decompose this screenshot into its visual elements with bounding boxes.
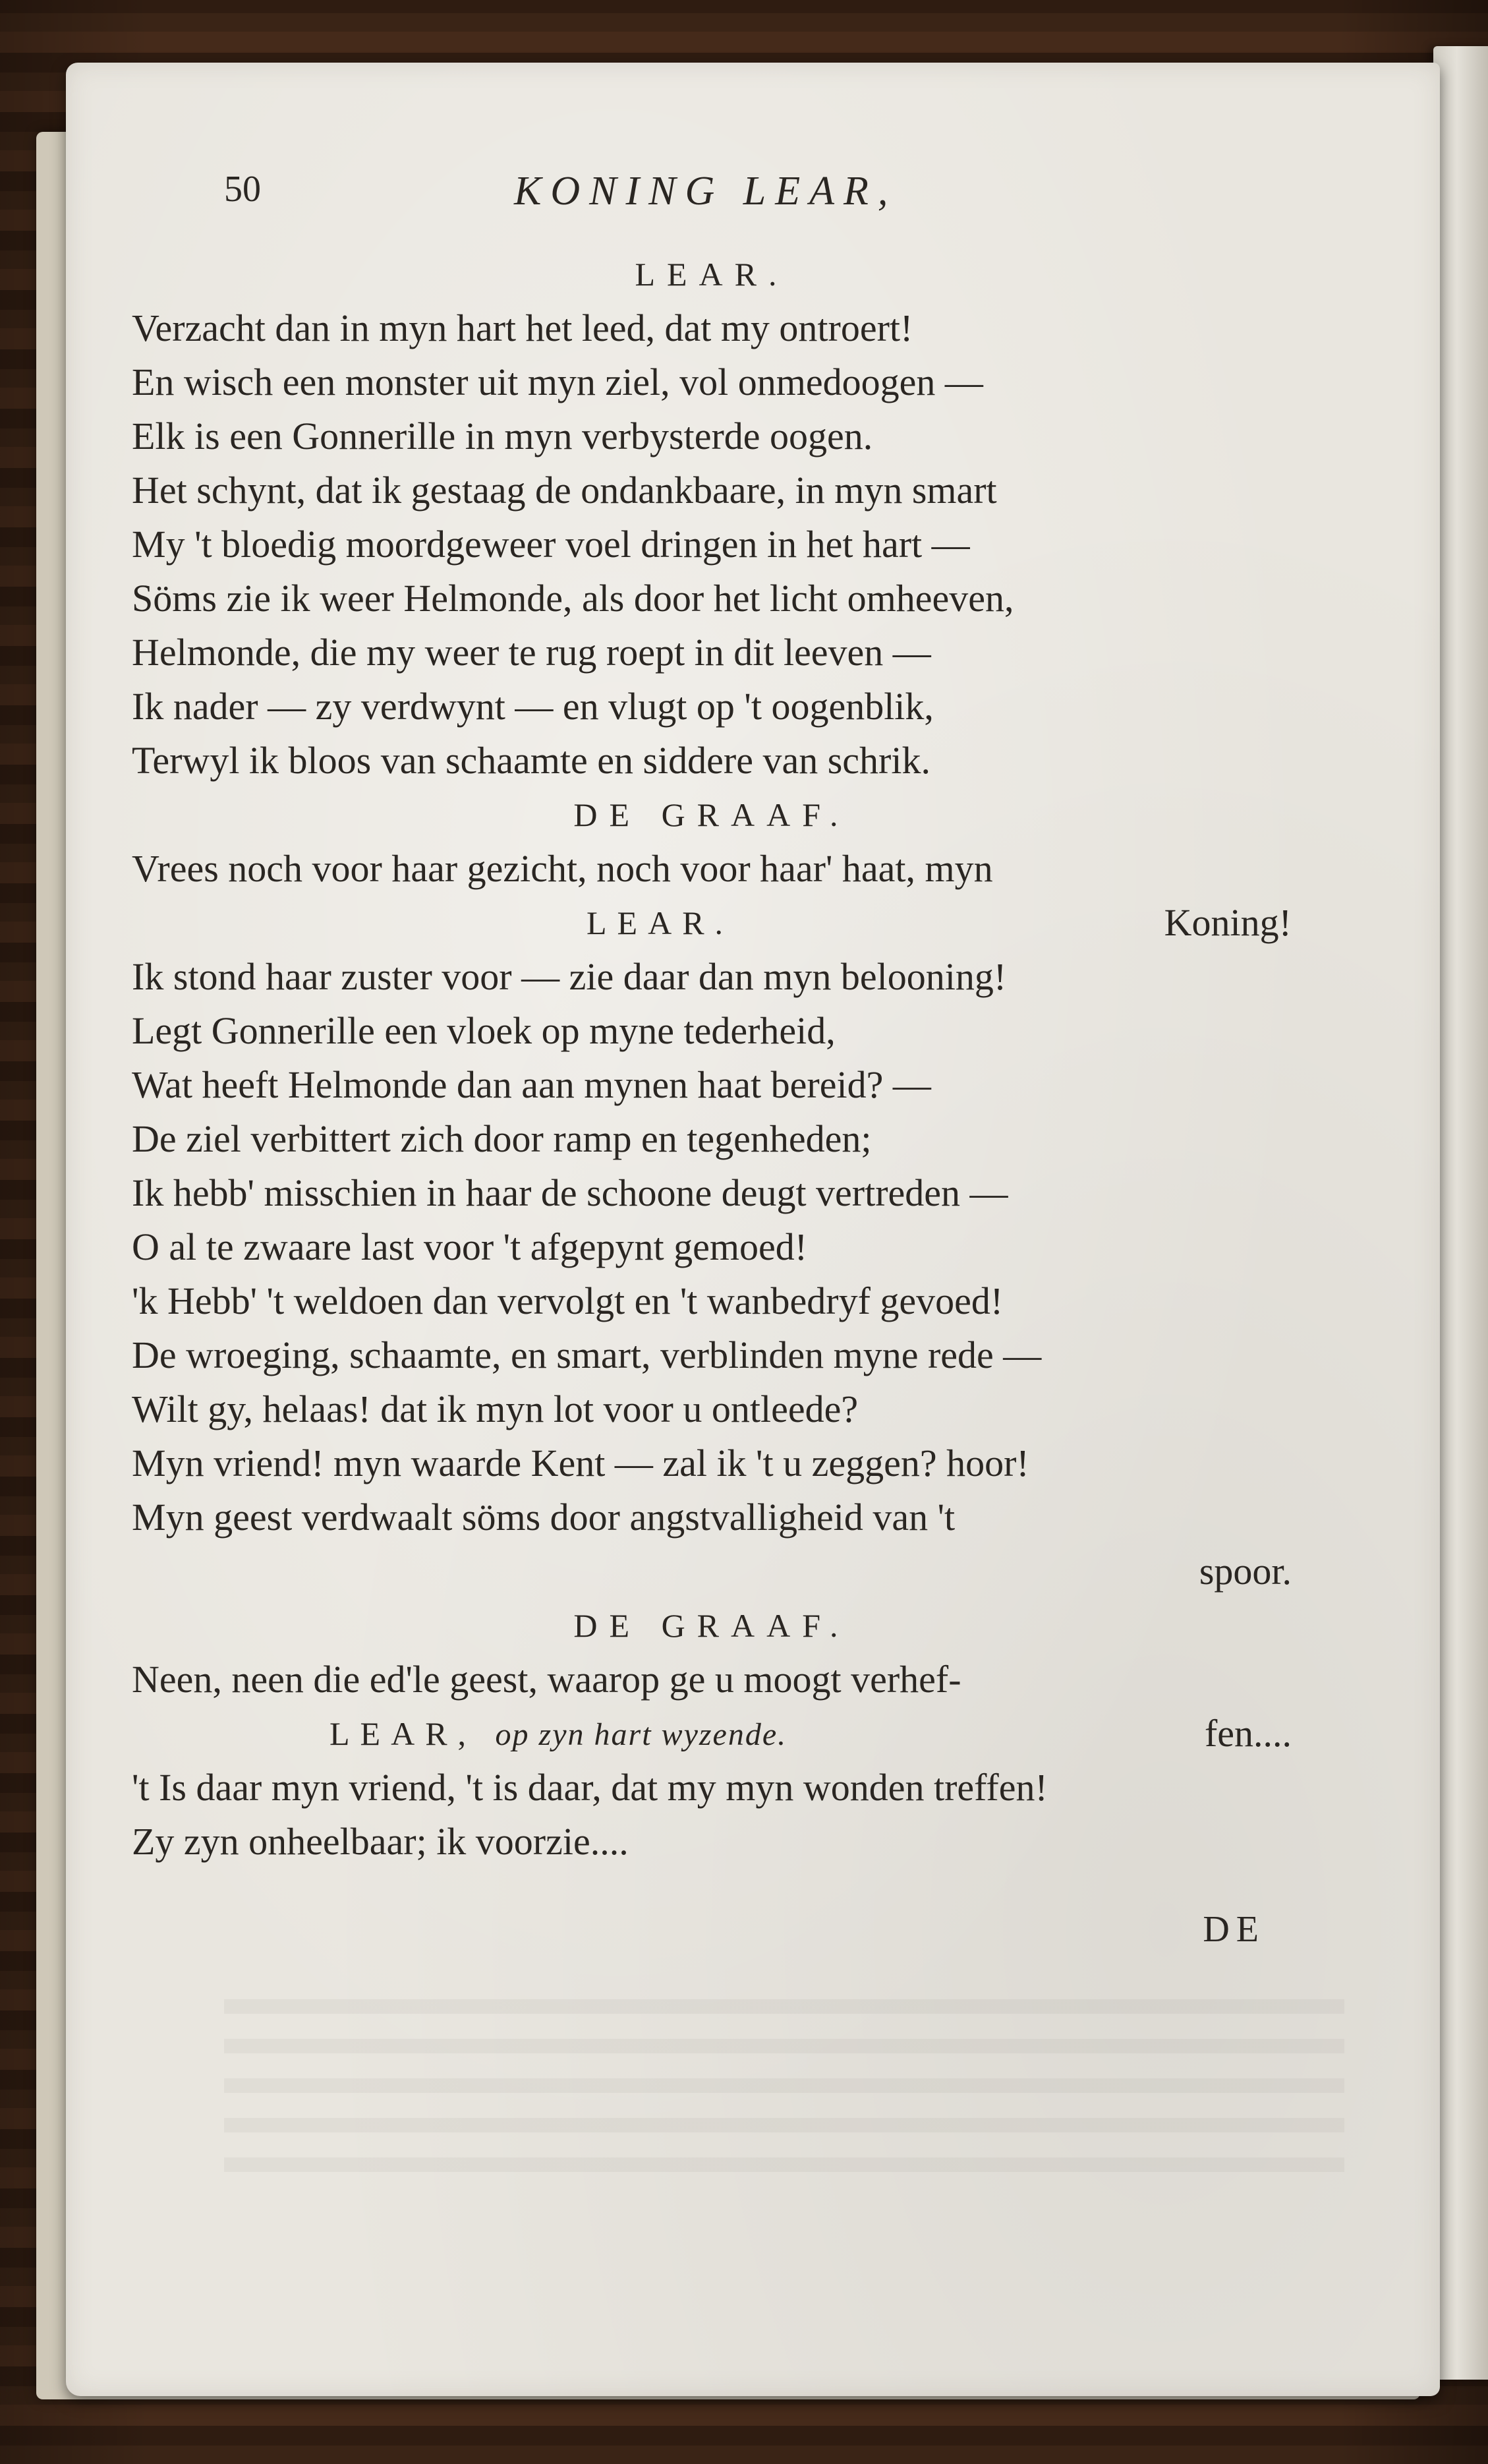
verse-line: Ik nader — zy verdwynt — en vlugt op 't oogenblik,	[132, 685, 934, 728]
verse-line: Legt Gonnerille een vloek op myne tederheid,	[132, 1009, 836, 1052]
verse-line: Myn geest verdwaalt söms door angstvalligheid van 't	[132, 1496, 956, 1539]
verse-line: Söms zie ik weer Helmonde, als door het licht omheeven,	[132, 577, 1014, 620]
page-text	[132, 168, 1292, 1987]
verse-line: Elk is een Gonnerille in myn verbysterde oogen.	[132, 415, 873, 457]
verse-line: 't Is daar myn vriend, 't is daar, dat my myn wonden treffen!	[132, 1766, 1048, 1809]
verse-line: De wroeging, schaamte, en smart, verblinden myne rede —	[132, 1334, 1042, 1376]
verse-line: My 't bloedig moordgeweer voel dringen in het hart —	[132, 523, 970, 566]
catchword-row	[132, 1908, 1292, 1987]
verse-line: Het schynt, dat ik gestaag de ondankbaare, in myn smart	[132, 469, 997, 512]
verse-line: De ziel verbittert zich door ramp en tegenheden;	[132, 1117, 872, 1160]
speaker-name: LEAR,	[329, 1715, 477, 1752]
verse-line-continuation: fen....	[1204, 1712, 1292, 1755]
verse-line: Terwyl ik bloos van schaamte en siddere van schrik.	[132, 739, 930, 782]
show-through-text	[224, 1974, 1344, 2172]
running-title: KONING LEAR,	[514, 169, 898, 214]
verse-line-continuation: Koning!	[1164, 901, 1292, 944]
verse-line: Myn vriend! myn waarde Kent — zal ik 't u zeggen? hoor!	[132, 1442, 1029, 1484]
verse-line-continuation: spoor.	[1199, 1550, 1292, 1593]
adjacent-page-edge	[1433, 46, 1488, 2380]
verse-line: Wilt gy, helaas! dat ik myn lot voor u ontleede?	[132, 1388, 859, 1430]
verse-line: Wat heeft Helmonde dan aan mynen haat bereid? —	[132, 1063, 931, 1106]
verse-line: Helmonde, die my weer te rug roept in dit leeven —	[132, 631, 931, 674]
page-number: 50	[224, 169, 261, 210]
verse-line: O al te zwaare last voor 't afgepynt gemoed!	[132, 1225, 808, 1268]
split-verse-line	[132, 896, 1292, 950]
split-verse-line	[132, 1707, 1292, 1761]
verse-line: En wisch een monster uit myn ziel, vol onmedoogen —	[132, 361, 983, 403]
verse-line: Verzacht dan in myn hart het leed, dat my ontroert!	[132, 307, 913, 349]
speaker-heading: DE GRAAF.	[573, 796, 850, 833]
catchword: DE	[1203, 1909, 1265, 1950]
speaker-heading: LEAR.	[587, 904, 734, 941]
verse-line: Neen, neen die ed'le geest, waarop ge u moogt verhef-	[132, 1658, 961, 1701]
verse-line: Ik hebb' misschien in haar de schoone deugt vertreden —	[132, 1171, 1008, 1214]
verse-line: Vrees noch voor haar gezicht, noch voor haar' haat, myn	[132, 847, 993, 890]
speaker-heading	[329, 1707, 787, 1762]
stage-direction: op zyn hart wyzende.	[495, 1717, 787, 1752]
speaker-heading: LEAR.	[635, 256, 789, 293]
verse-line: Zy zyn onheelbaar; ik voorzie....	[132, 1820, 629, 1863]
verse-line: 'k Hebb' 't weldoen dan vervolgt en 't wanbedryf gevoed!	[132, 1279, 1004, 1322]
running-head	[132, 168, 1292, 247]
verse-line: Ik stond haar zuster voor — zie daar dan myn belooning!	[132, 955, 1007, 998]
speaker-heading: DE GRAAF.	[573, 1607, 850, 1644]
